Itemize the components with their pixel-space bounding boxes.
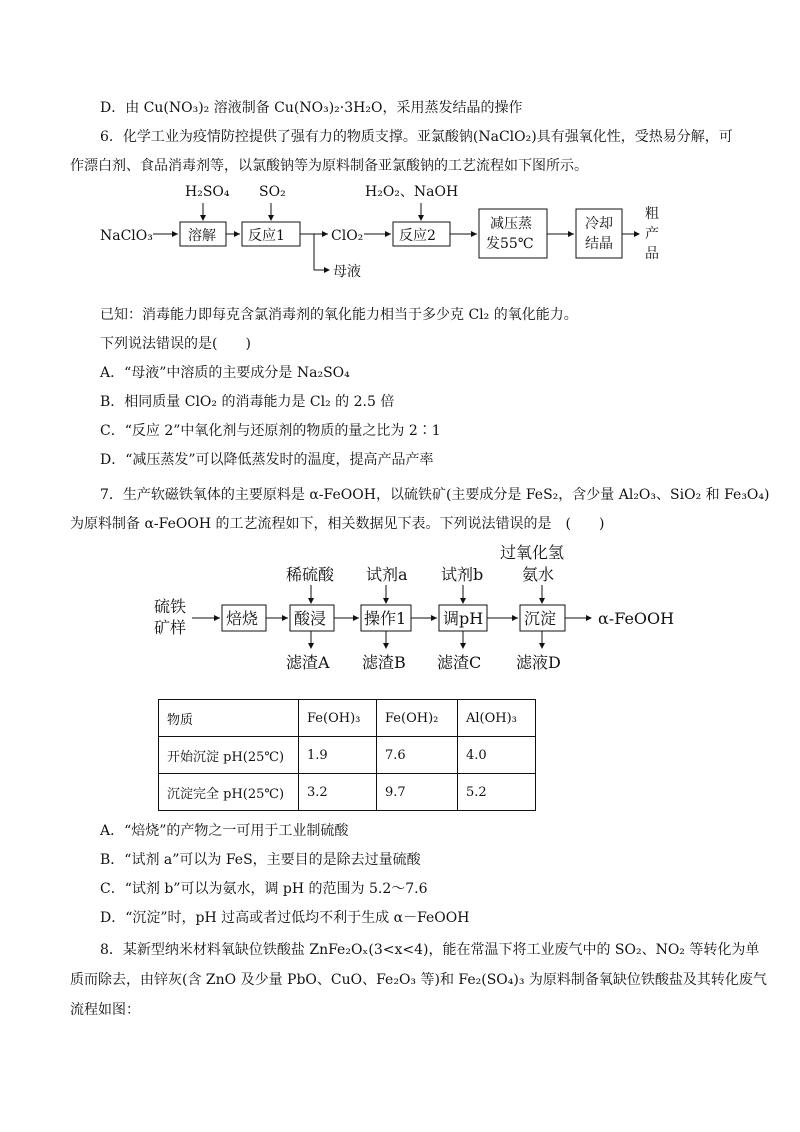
q6-option-d: D．“减压蒸发”可以降低蒸发时的温度，提高产品产率: [100, 452, 434, 468]
table-cell: Fe(OH)₂: [377, 700, 458, 737]
table-row: [159, 774, 536, 811]
q6-step4-line1: 减压蒸: [490, 216, 532, 232]
q7-waste3: 滤渣C: [437, 653, 482, 672]
q6-start: NaClO₃: [100, 228, 153, 244]
q7-step4: 调pH: [443, 609, 484, 628]
q7-step5: 沉淀: [524, 609, 557, 628]
q7-waste1: 滤渣A: [286, 653, 330, 672]
q6-step1: 溶解: [188, 228, 216, 244]
q6-product-char2: 产: [645, 226, 659, 242]
q7-start-line1: 硫铁: [154, 597, 187, 616]
q8-stem-line3: 流程如图：: [70, 1002, 140, 1018]
q6-step2: 反应1: [248, 228, 285, 244]
q7-option-c: C．“试剂 b”可以为氨水，调 pH 的范围为 5.2～7.6: [100, 881, 428, 897]
table-cell: 4.0: [458, 737, 536, 774]
q7-reagent3: 试剂a: [366, 565, 408, 584]
q6-product-char3: 品: [645, 246, 659, 262]
q6-product-char1: 粗: [645, 206, 659, 222]
q7-option-a: A．“焙烧”的产物之一可用于工业制硫酸: [100, 823, 349, 839]
q6-option-c: C．“反应 2”中氧化剂与还原剂的物质的量之比为 2∶1: [100, 423, 441, 439]
q6-reagent3: H₂O₂、NaOH: [365, 184, 459, 200]
q7-step1: 焙烧: [226, 609, 259, 628]
q7-data-table: [158, 699, 536, 811]
table-cell: Al(OH)₃: [458, 700, 536, 737]
table-cell: 7.6: [377, 737, 458, 774]
q7-product: α-FeOOH: [598, 609, 675, 628]
q7-step2: 酸浸: [294, 609, 327, 628]
q7-waste4: 滤液D: [516, 653, 561, 672]
q6-step3: 反应2: [399, 228, 436, 244]
q7-reagent5-line2: 氨水: [522, 565, 555, 584]
q7-step3: 操作1: [364, 609, 407, 628]
q8-stem-line2: 质而除去，由锌灰(含 ZnO 及少量 PbO、CuO、Fe₂O₃ 等)和 Fe₂(SO₄)₃ 为原料制备氧缺位铁酸盐及其转化废气: [70, 972, 767, 988]
table-cell: 开始沉淀 pH(25℃): [159, 737, 299, 774]
q7-option-d: D．“沉淀”时，pH 过高或者过低均不利于生成 α－FeOOH: [100, 910, 470, 926]
q6-option-a: A．“母液”中溶质的主要成分是 Na₂SO₄: [100, 365, 350, 381]
q7-option-b: B．“试剂 a”可以为 FeS，主要目的是除去过量硫酸: [100, 852, 421, 868]
q7-start-line2: 矿样: [154, 618, 187, 637]
q7-stem-line1: 7．生产软磁铁氧体的主要原料是 α-FeOOH，以硫铁矿(主要成分是 FeS₂，含少量 Al₂O₃、SiO₂ 和 Fe₃O₄): [100, 487, 770, 503]
q6-option-b: B．相同质量 ClO₂ 的消毒能力是 Cl₂ 的 2.5 倍: [100, 394, 395, 410]
table-cell: 9.7: [377, 774, 458, 811]
table-cell: 5.2: [458, 774, 536, 811]
table-cell: 3.2: [299, 774, 377, 811]
q7-reagent2: 稀硫酸: [286, 565, 335, 584]
table-cell: 沉淀完全 pH(25℃): [159, 774, 299, 811]
q8-stem-line1: 8．某新型纳米材料氧缺位铁酸盐 ZnFe₂Oₓ(3<x<4)，能在常温下将工业废气中的 SO₂、NO₂ 等转化为单: [100, 942, 760, 958]
q6-step5-line1: 冷却: [585, 216, 613, 232]
q7-reagent4: 试剂b: [441, 565, 484, 584]
q6-reagent1: H₂SO₄: [185, 184, 230, 200]
q6-step4-line2: 发55℃: [486, 236, 534, 252]
table-header-row: [159, 700, 536, 737]
q7-flow-diagram: [154, 543, 674, 672]
q7-stem-line2: 为原料制备 α-FeOOH 的工艺流程如下，相关数据见下表。下列说法错误的是 ( ): [70, 516, 605, 532]
q6-question: 下列说法错误的是( ): [100, 336, 251, 352]
q6-known: 已知：消毒能力即每克含氯消毒剂的氧化能力相当于多少克 Cl₂ 的氧化能力。: [100, 307, 578, 323]
table-cell: Fe(OH)₃: [299, 700, 377, 737]
table-row: [159, 737, 536, 774]
q6-intermediate: ClO₂: [331, 228, 364, 244]
q7-reagent5-line1: 过氧化氢: [500, 543, 565, 562]
q6-stem-line1: 6．化学工业为疫情防控提供了强有力的物质支撑。亚氯酸钠(NaClO₂)具有强氧化性，受热易分解，可: [100, 129, 733, 145]
table-cell: 1.9: [299, 737, 377, 774]
q6-byproduct: 母液: [333, 264, 361, 280]
q5-option-d: D．由 Cu(NO₃)₂ 溶液制备 Cu(NO₃)₂·3H₂O，采用蒸发结晶的操作: [100, 100, 523, 116]
q6-reagent2: SO₂: [259, 184, 286, 200]
q7-waste2: 滤渣B: [362, 653, 406, 672]
q6-step5-line2: 结晶: [585, 236, 613, 252]
table-cell: 物质: [159, 700, 299, 737]
q6-stem-line2: 作漂白剂、食品消毒剂等，以氯酸钠等为原料制备亚氯酸钠的工艺流程如下图所示。: [70, 158, 588, 174]
